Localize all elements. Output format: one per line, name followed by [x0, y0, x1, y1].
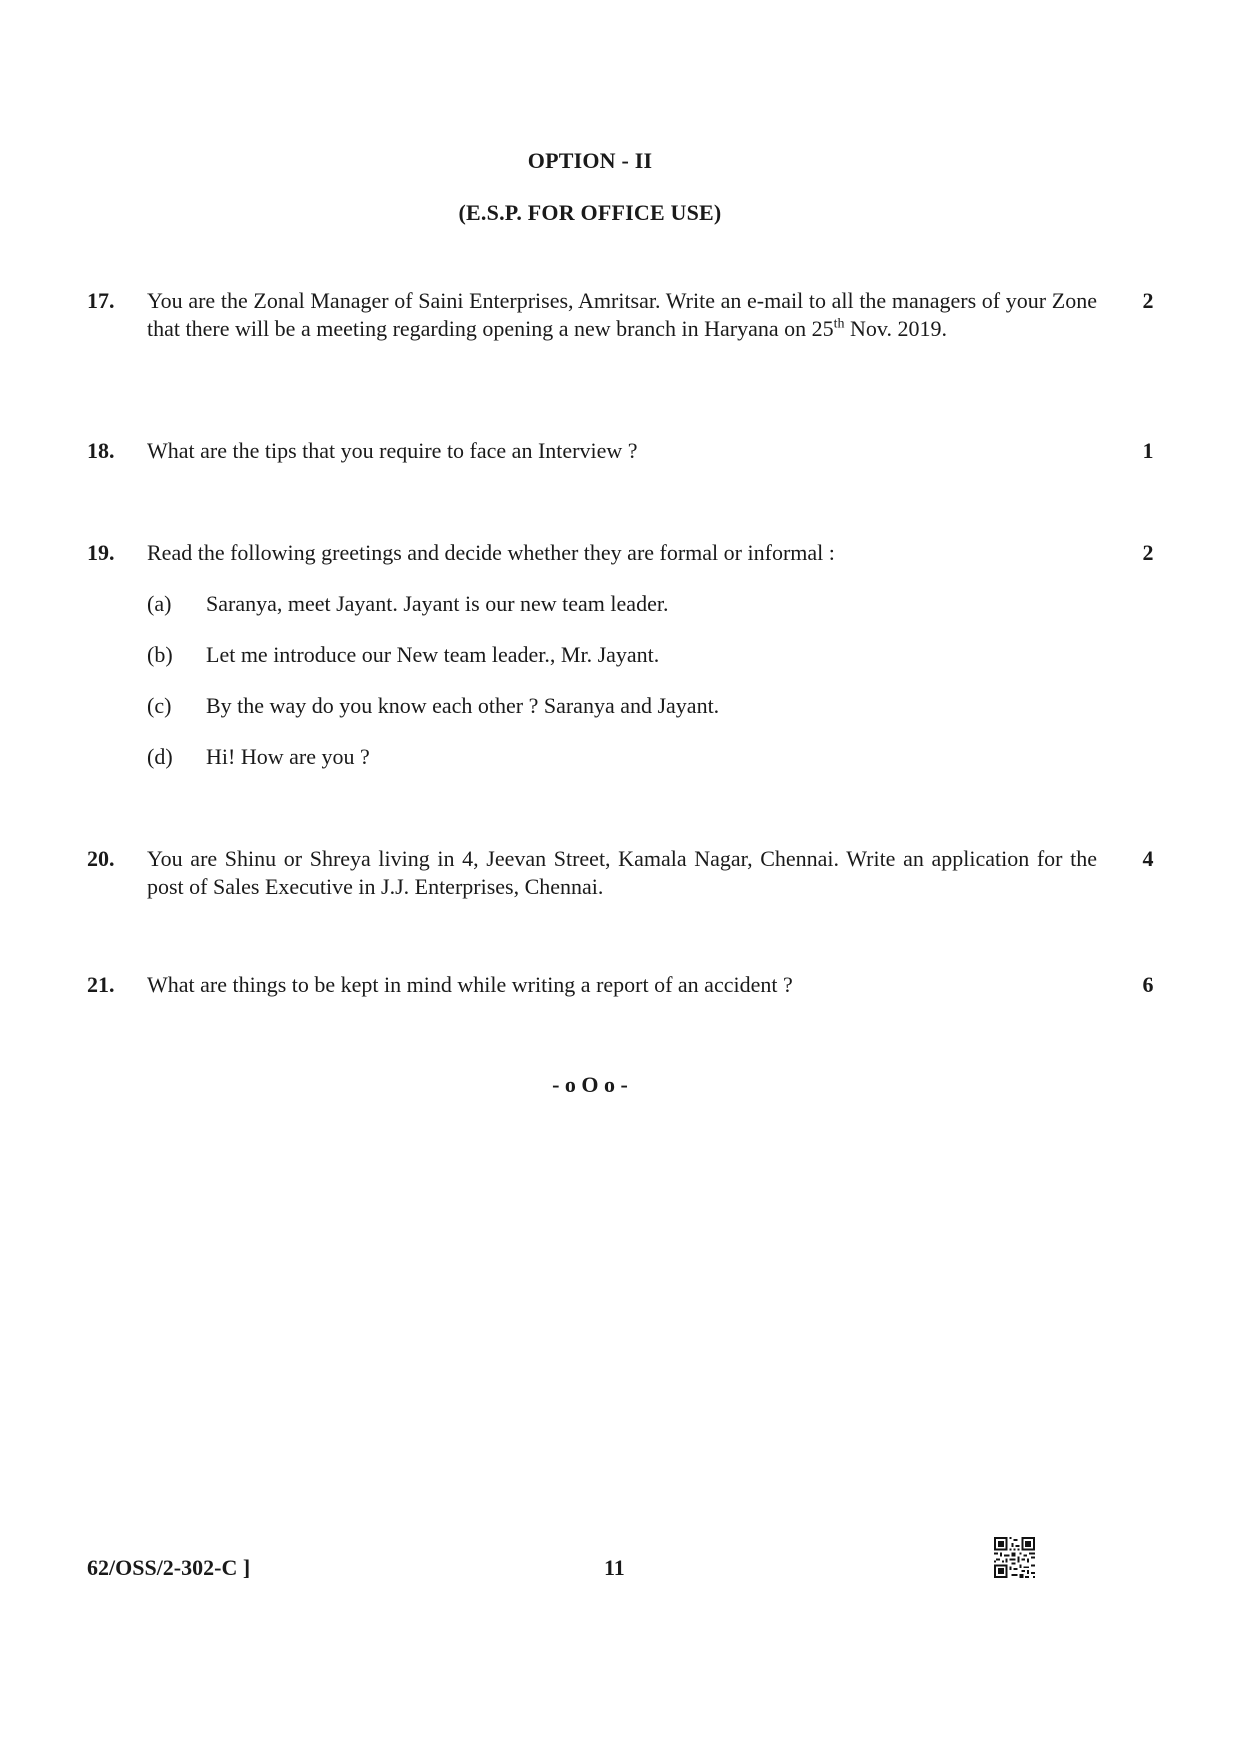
- part-label: (c): [147, 693, 172, 718]
- part-label: (b): [147, 642, 173, 667]
- question-number: 17.: [87, 288, 115, 313]
- qr-code-icon: [994, 1537, 1035, 1578]
- part-label: (a): [147, 591, 172, 616]
- question-marks: 2: [1142, 540, 1154, 565]
- question-text: You are Shinu or Shreya living in 4, Jeevan Street, Kamala Nagar, Chennai. Write an application for the post of Sales Executive in J.J. Enterprises, Chennai.: [147, 846, 1097, 899]
- ordinal-suffix: th: [833, 316, 845, 332]
- question-text: What are the tips that you require to face an Interview ?: [147, 438, 638, 463]
- question-number: 19.: [87, 540, 115, 565]
- part-text: Saranya, meet Jayant. Jayant is our new team leader.: [206, 591, 669, 616]
- question-marks: 6: [1142, 972, 1154, 997]
- paper-code: 62/OSS/2-302-C ]: [87, 1555, 251, 1580]
- part-text: Let me introduce our New team leader., Mr. Jayant.: [206, 642, 660, 667]
- section-subtitle: (E.S.P. FOR OFFICE USE): [458, 200, 722, 225]
- question-number: 20.: [87, 846, 115, 871]
- end-of-paper-mark: - o O o -: [552, 1072, 628, 1097]
- question-marks: 2: [1142, 288, 1154, 313]
- question-number: 18.: [87, 438, 115, 463]
- question-text-part: You are the Zonal Manager of Saini Enterprises, Amritsar. Write an e-mail to all the managers of your Zone that there will be a meeting regarding opening a new branch in Haryana on 25: [147, 288, 1097, 341]
- option-heading: OPTION - II: [527, 148, 653, 173]
- question-number: 21.: [87, 972, 115, 997]
- question-text: What are things to be kept in mind while writing a report of an accident ?: [147, 972, 793, 997]
- question-marks: 4: [1142, 846, 1154, 871]
- question-marks: 1: [1142, 438, 1154, 463]
- question-text: Read the following greetings and decide whether they are formal or informal :: [147, 540, 835, 565]
- part-label: (d): [147, 744, 173, 769]
- question-text-part: Nov. 2019.: [844, 316, 947, 341]
- part-text: By the way do you know each other ? Saranya and Jayant.: [206, 693, 720, 718]
- page-number: 11: [604, 1555, 625, 1580]
- question-text: [147, 287, 1097, 343]
- part-text: Hi! How are you ?: [206, 744, 370, 769]
